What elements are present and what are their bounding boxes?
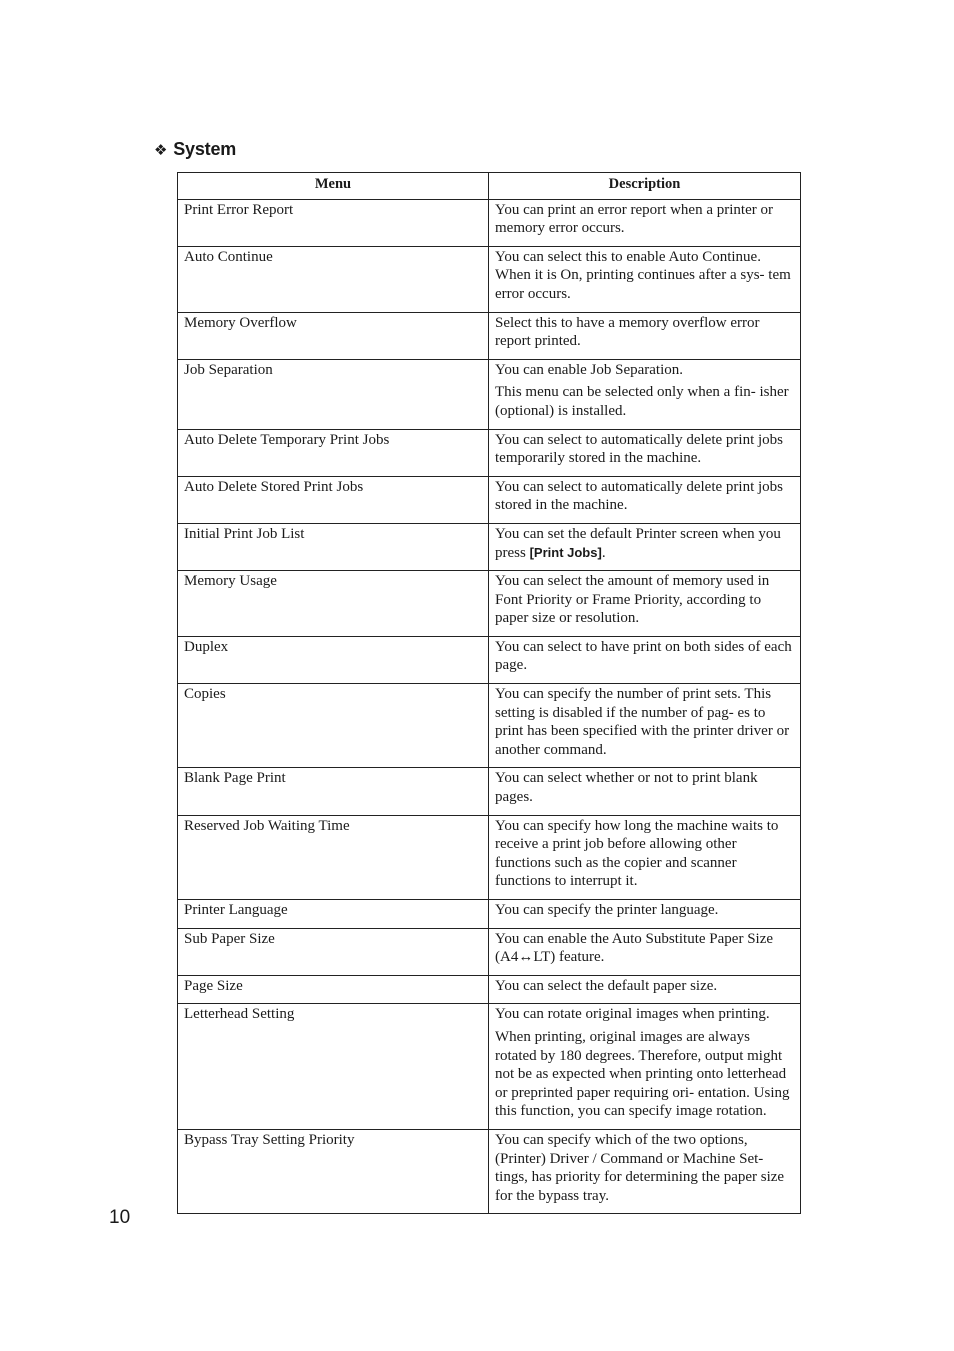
table-row (178, 1004, 801, 1130)
menu-item-description (489, 246, 801, 312)
description-paragraph: Select this to have a memory overflow error report printed. (495, 314, 760, 350)
menu-item-description (489, 815, 801, 899)
table-row (178, 476, 801, 523)
description-column-header: Description (489, 173, 801, 200)
table-row (178, 571, 801, 637)
table-row (178, 246, 801, 312)
description-paragraph: This menu can be selected only when a fin- isher (optional) is installed. (495, 384, 789, 419)
section-title: System (173, 139, 237, 159)
print-jobs-key-label: [Print Jobs] (529, 544, 602, 560)
menu-item-name: Auto Delete Stored Print Jobs (178, 476, 489, 523)
description-text: . (601, 544, 606, 561)
menu-item-description (489, 768, 801, 815)
table-row (178, 1129, 801, 1213)
menu-item-description (489, 571, 801, 637)
section-heading (154, 139, 236, 160)
description-paragraph: You can specify the printer language. (495, 902, 719, 918)
description-paragraph: You can enable the Auto Substitute Paper Size (A4↔LT) feature. (495, 930, 774, 966)
table-row (178, 768, 801, 815)
description-paragraph: You can select the amount of memory used in Font Priority or Frame Priority, according to paper size or resolution. (495, 573, 770, 627)
menu-item-name: Duplex (178, 636, 489, 683)
page-number: 10 (109, 1207, 131, 1228)
menu-item-name: Letterhead Setting (178, 1004, 489, 1130)
menu-item-description (489, 900, 801, 929)
system-menu-table (177, 172, 801, 1214)
table-row (178, 684, 801, 768)
table-row (178, 636, 801, 683)
description-paragraph: When printing, original images are always rotated by 180 degrees. Therefore, output might not be as expected when printing onto letterhead or preprinted paper requiring ori- entation. Using this function, you can specify image rotation. (495, 1028, 790, 1120)
menu-item-name: Blank Page Print (178, 768, 489, 815)
menu-item-name: Memory Overflow (178, 312, 489, 359)
description-text: You can set the default Printer screen when you press (495, 525, 781, 561)
description-paragraph (495, 525, 794, 562)
menu-item-description (489, 429, 801, 476)
menu-item-name: Auto Continue (178, 246, 489, 312)
menu-item-description (489, 975, 801, 1004)
menu-item-name: Auto Delete Temporary Print Jobs (178, 429, 489, 476)
table-row (178, 312, 801, 359)
table-header-row (178, 173, 801, 200)
menu-item-name: Bypass Tray Setting Priority (178, 1129, 489, 1213)
menu-item-description (489, 684, 801, 768)
menu-item-name: Page Size (178, 975, 489, 1004)
menu-item-name: Job Separation (178, 359, 489, 429)
description-paragraph: You can specify which of the two options, (Printer) Driver / Command or Machine Set- tings, has priority for determining the paper size for the bypass tray. (495, 1131, 785, 1204)
table-row (178, 523, 801, 570)
table-row (178, 429, 801, 476)
table-row (178, 900, 801, 929)
description-paragraph: You can select the default paper size. (495, 977, 718, 994)
menu-item-description (489, 636, 801, 683)
menu-item-description (489, 199, 801, 246)
menu-item-description (489, 476, 801, 523)
table-row (178, 359, 801, 429)
menu-item-name: Copies (178, 684, 489, 768)
menu-item-description (489, 312, 801, 359)
description-paragraph: You can enable Job Separation. (495, 361, 684, 378)
description-paragraph: You can select to automatically delete print jobs stored in the machine. (495, 478, 783, 514)
description-paragraph: You can rotate original images when printing. (495, 1006, 770, 1023)
menu-item-description (489, 928, 801, 975)
menu-item-name: Memory Usage (178, 571, 489, 637)
menu-item-description (489, 1004, 801, 1130)
table-row (178, 975, 801, 1004)
description-paragraph: You can select to automatically delete print jobs temporarily stored in the machine. (495, 431, 783, 467)
table-row (178, 815, 801, 899)
description-paragraph: You can select to have print on both sides of each page. (495, 638, 792, 674)
description-paragraph: You can specify how long the machine waits to receive a print job before allowing other functions such as the copier and scanner functions to interrupt it. (495, 817, 779, 890)
description-paragraph: You can select whether or not to print blank pages. (495, 770, 758, 806)
menu-item-name: Sub Paper Size (178, 928, 489, 975)
menu-item-description (489, 1129, 801, 1213)
description-paragraph: You can print an error report when a printer or memory error occurs. (495, 201, 773, 237)
menu-column-header: Menu (178, 173, 489, 200)
menu-item-description (489, 359, 801, 429)
menu-item-name: Reserved Job Waiting Time (178, 815, 489, 899)
menu-item-description (489, 523, 801, 570)
table-row (178, 928, 801, 975)
table-row (178, 199, 801, 246)
menu-item-name: Print Error Report (178, 199, 489, 246)
diamond-bullet-icon: ❖ (154, 141, 168, 159)
description-paragraph: You can select this to enable Auto Continue. When it is On, printing continues after a sys- tem error occurs. (495, 248, 791, 302)
menu-item-name: Initial Print Job List (178, 523, 489, 570)
description-paragraph: You can specify the number of print sets. This setting is disabled if the number of pag- es to print has been specified with the printer driver or another command. (495, 686, 790, 758)
menu-item-name: Printer Language (178, 900, 489, 929)
